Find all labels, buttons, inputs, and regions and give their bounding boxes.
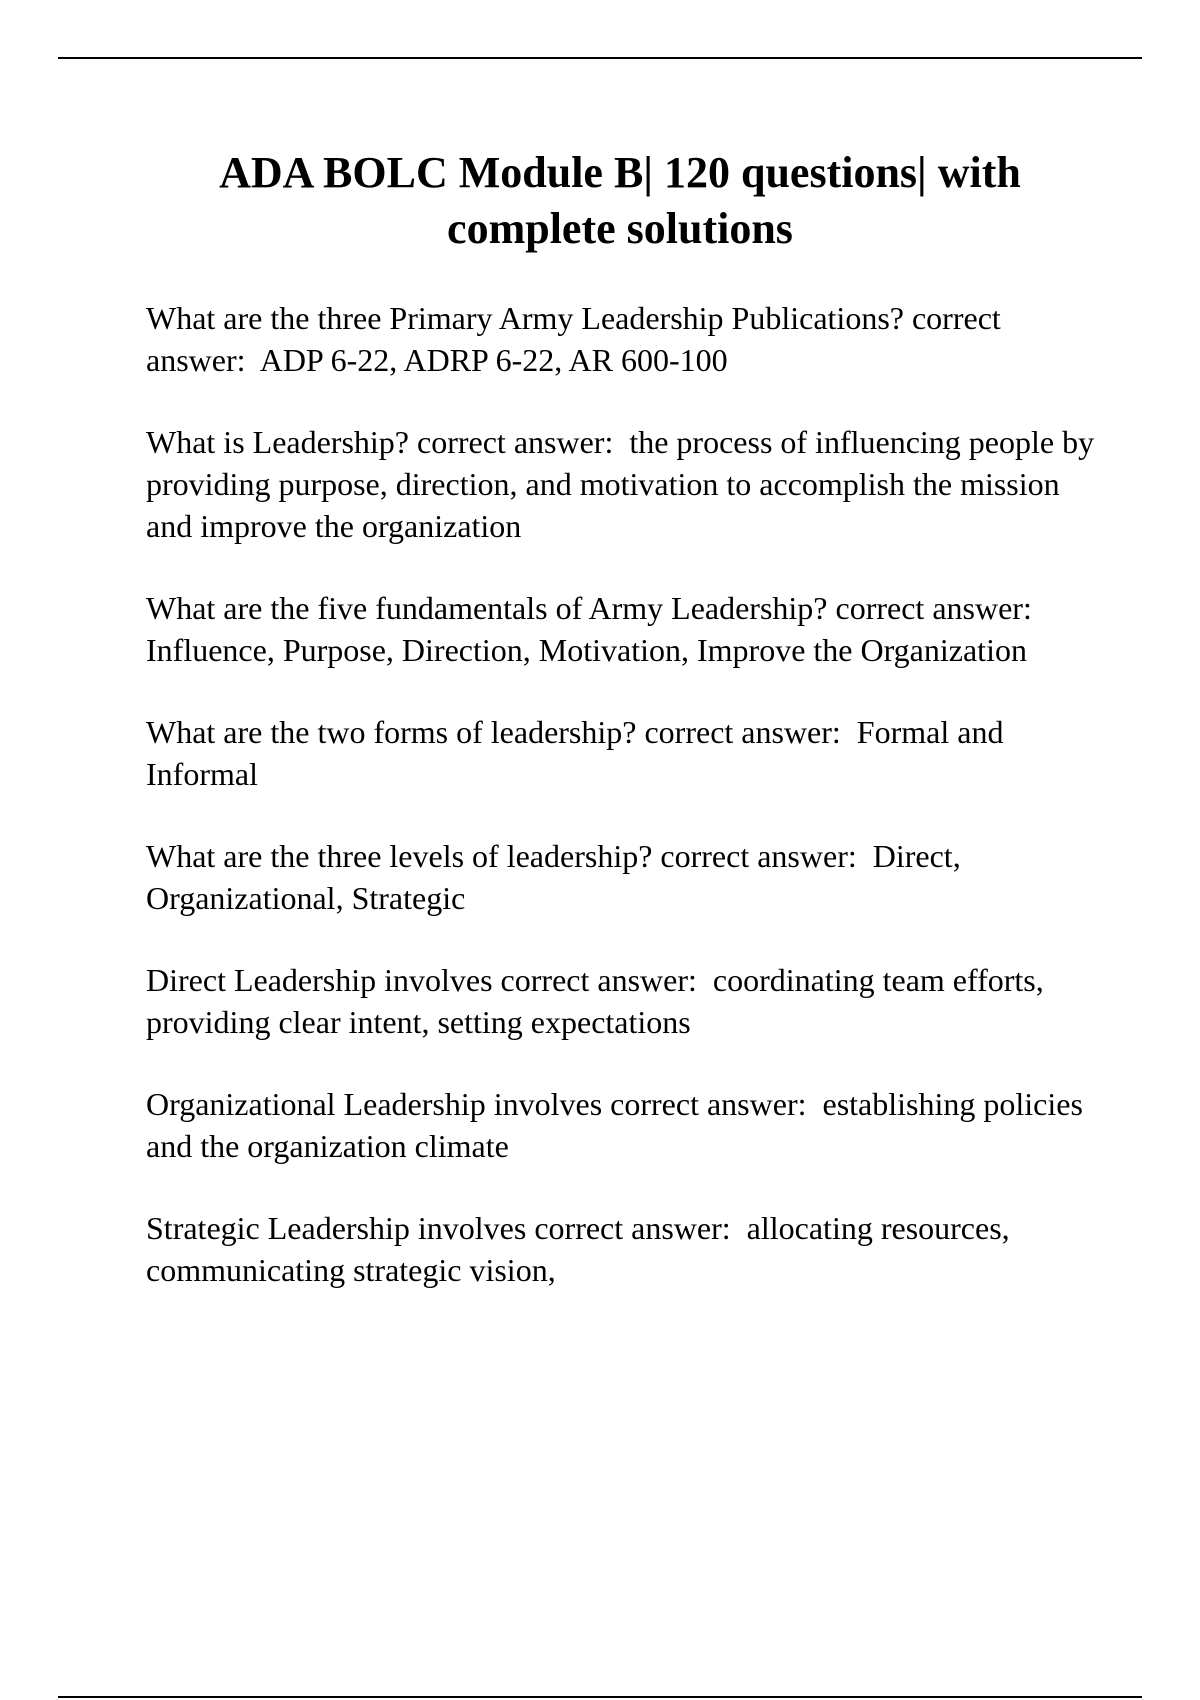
qa-list [146,297,1106,1331]
qa-entry-8 [146,1207,1106,1291]
qa-entry-7 [146,1083,1106,1167]
question-text: Organizational Leadership involves [146,1086,603,1122]
answer-text: coordinating team efforts, providing clear intent, setting expectations [146,962,1052,1040]
answer-text: Direct, Organizational, Strategic [146,838,969,916]
question-text: Strategic Leadership involves [146,1210,527,1246]
answer-text: Formal and Informal [146,714,1012,792]
question-text: What are the two forms of leadership? [146,714,637,750]
question-text: What are the three Primary Army Leadership Publications? [146,300,904,336]
answer-marker: correct answer: [660,838,857,874]
question-text: What are the five fundamentals of Army Leadership? [146,590,828,626]
answer-text: the process of influencing people by providing purpose, direction, and motivation to accomplish the mission and improve the organization [146,424,1103,544]
top-divider [58,57,1142,59]
question-text: What are the three levels of leadership? [146,838,653,874]
answer-marker: correct answer: [610,1086,807,1122]
qa-entry-1 [146,297,1106,381]
qa-entry-2 [146,421,1106,547]
answer-marker: correct answer: [500,962,697,998]
answer-marker: correct answer: [644,714,841,750]
answer-marker: correct answer: [835,590,1032,626]
answer-text: establishing policies and the organization climate [146,1086,1091,1164]
qa-entry-5 [146,835,1106,919]
qa-entry-3 [146,587,1106,671]
answer-text: allocating resources, communicating strategic vision, [146,1210,1018,1288]
answer-marker: correct answer: [146,300,1009,378]
bottom-divider [58,1696,1142,1698]
qa-entry-6 [146,959,1106,1043]
answer-marker: correct answer: [417,424,614,460]
question-text: What is Leadership? [146,424,409,460]
answer-marker: correct answer: [534,1210,731,1246]
document-title: ADA BOLC Module B| 120 questions| with complete solutions [219,148,1021,253]
answer-text: Influence, Purpose, Direction, Motivation, Improve the Organization [146,632,1027,668]
qa-entry-4 [146,711,1106,795]
question-text: Direct Leadership involves [146,962,493,998]
answer-text: ADP 6-22, ADRP 6-22, AR 600-100 [259,342,728,378]
